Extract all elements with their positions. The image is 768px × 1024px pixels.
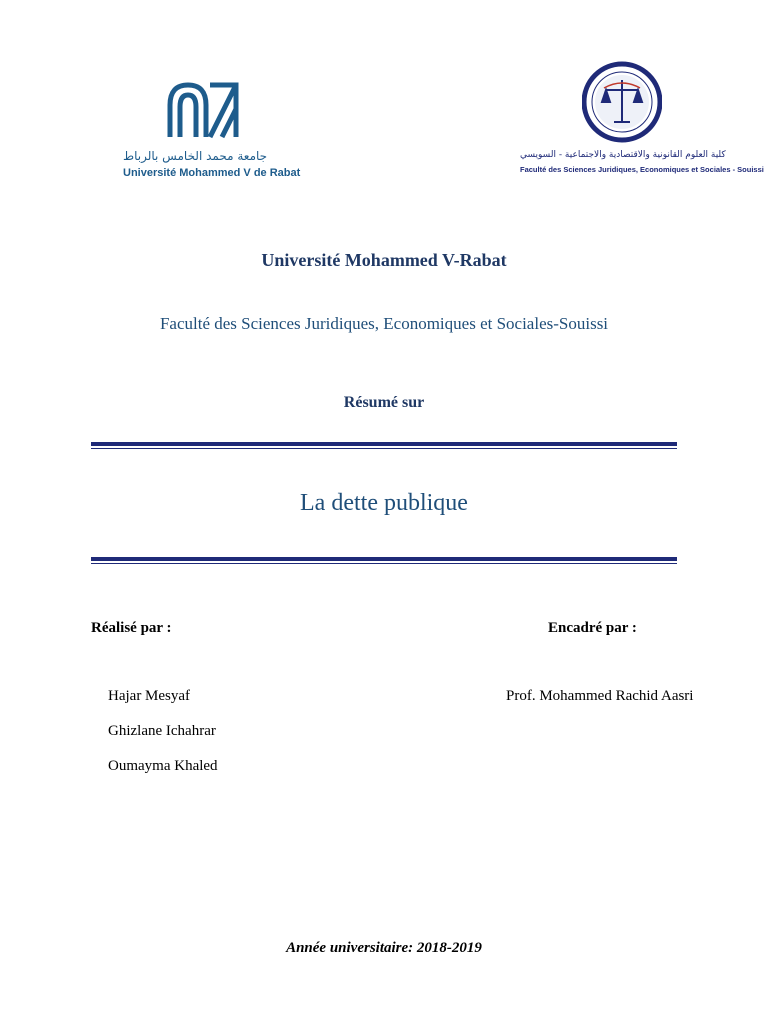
author-name: Hajar Mesyaf — [108, 688, 191, 704]
university-caption-fr: Université Mohammed V de Rabat — [123, 167, 301, 179]
faculty-logo — [516, 60, 764, 180]
university-name: Université Mohammed V-Rabat — [261, 250, 507, 270]
bottom-divider — [91, 557, 677, 564]
supervisor-label: Encadré par : — [548, 620, 637, 636]
author-name: Oumayma Khaled — [108, 758, 218, 774]
authors-label: Réalisé par : — [91, 620, 172, 636]
university-arch-logo-icon — [118, 75, 283, 145]
document-title: La dette publique — [300, 490, 468, 516]
university-caption-ar: جامعة محمد الخامس بالرباط — [123, 149, 268, 163]
faculty-caption-ar: كلية العلوم القانونية والاقتصادية والاجتماعية - السويسي — [520, 150, 726, 160]
university-logo — [118, 75, 301, 183]
top-divider — [91, 442, 677, 449]
academic-year: Année universitaire: 2018-2019 — [286, 940, 482, 956]
faculty-scales-seal-icon — [582, 60, 662, 146]
resume-label: Résumé sur — [343, 394, 425, 411]
faculty-name: Faculté des Sciences Juridiques, Economiques et Sociales-Souissi — [159, 314, 609, 333]
faculty-caption-fr: Faculté des Sciences Juridiques, Economiques et Sociales - Souissi — [520, 165, 764, 174]
author-name: Ghizlane Ichahrar — [108, 723, 216, 739]
supervisor-name: Prof. Mohammed Rachid Aasri — [506, 688, 694, 704]
